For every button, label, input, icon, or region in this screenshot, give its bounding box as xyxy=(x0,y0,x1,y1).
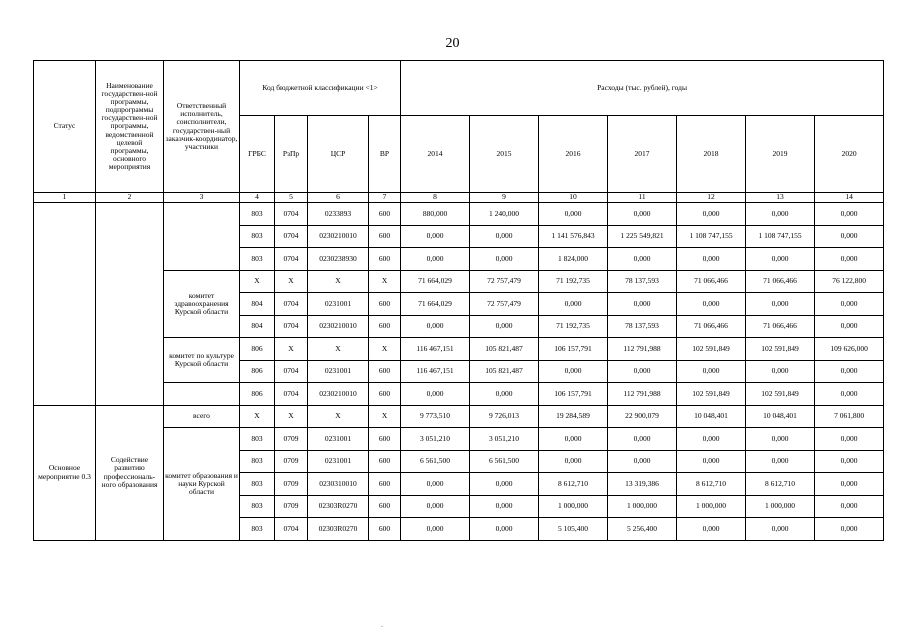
value-cell: 71 066,466 xyxy=(746,270,815,293)
value-cell: 8 612,710 xyxy=(539,473,608,496)
csr-cell: 0230210010 xyxy=(308,225,369,248)
csr-cell: 0231001 xyxy=(308,360,369,383)
value-cell: 0,000 xyxy=(401,518,470,541)
column-number: 3 xyxy=(164,193,240,203)
vr-cell: Х xyxy=(369,270,401,293)
header-year: 2015 xyxy=(470,116,539,193)
value-cell: 105 821,487 xyxy=(470,338,539,361)
csr-cell: 02303R0270 xyxy=(308,518,369,541)
value-cell: 0,000 xyxy=(746,203,815,226)
value-cell: 1 108 747,155 xyxy=(677,225,746,248)
value-cell: 0,000 xyxy=(608,248,677,271)
grbs-cell: 806 xyxy=(240,338,275,361)
budget-table xyxy=(33,60,884,541)
status-cell xyxy=(34,203,96,406)
value-cell: 71 066,466 xyxy=(746,315,815,338)
header-name: Наименование государствен-ной программы, подпрограммы государствен-ной программы, ведомственной целевой программы, основного мероприятия xyxy=(96,61,164,193)
value-cell: 1 000,000 xyxy=(539,495,608,518)
value-cell: 1 108 747,155 xyxy=(746,225,815,248)
value-cell: 0,000 xyxy=(608,360,677,383)
value-cell: 102 591,849 xyxy=(746,338,815,361)
grbs-cell: 803 xyxy=(240,225,275,248)
value-cell: 71 066,466 xyxy=(677,315,746,338)
value-cell: 0,000 xyxy=(815,428,884,451)
value-cell: 0,000 xyxy=(815,495,884,518)
value-cell: 0,000 xyxy=(401,225,470,248)
vr-cell: 600 xyxy=(369,248,401,271)
value-cell: 1 240,000 xyxy=(470,203,539,226)
header-year: 2017 xyxy=(608,116,677,193)
header-csr: ЦСР xyxy=(308,116,369,193)
value-cell: 0,000 xyxy=(401,248,470,271)
grbs-cell: 803 xyxy=(240,495,275,518)
value-cell: 0,000 xyxy=(677,450,746,473)
value-cell: 1 000,000 xyxy=(746,495,815,518)
vr-cell: 600 xyxy=(369,225,401,248)
value-cell: 0,000 xyxy=(470,225,539,248)
vr-cell: 600 xyxy=(369,428,401,451)
rzpr-cell: 0704 xyxy=(275,225,308,248)
value-cell: 0,000 xyxy=(815,518,884,541)
value-cell: 105 821,487 xyxy=(470,360,539,383)
name-cell xyxy=(96,203,164,406)
column-number: 14 xyxy=(815,193,884,203)
value-cell: 0,000 xyxy=(677,428,746,451)
value-cell: 0,000 xyxy=(815,315,884,338)
header-year: 2020 xyxy=(815,116,884,193)
value-cell: 0,000 xyxy=(608,203,677,226)
value-cell: 72 757,479 xyxy=(470,293,539,316)
value-cell: 0,000 xyxy=(746,428,815,451)
page-number: 20 xyxy=(445,36,460,51)
value-cell: 1 824,000 xyxy=(539,248,608,271)
value-cell: 0,000 xyxy=(815,383,884,406)
value-cell: 8 612,710 xyxy=(746,473,815,496)
column-number: 4 xyxy=(240,193,275,203)
csr-cell: 0231001 xyxy=(308,428,369,451)
rzpr-cell: 0704 xyxy=(275,360,308,383)
value-cell: 106 157,791 xyxy=(539,338,608,361)
value-cell: 3 051,210 xyxy=(470,428,539,451)
value-cell: 8 612,710 xyxy=(677,473,746,496)
value-cell: 116 467,151 xyxy=(401,360,470,383)
header-year: 2014 xyxy=(401,116,470,193)
header-status: Статус xyxy=(34,61,96,193)
grbs-cell: 804 xyxy=(240,315,275,338)
grbs-cell: 803 xyxy=(240,203,275,226)
participant-education: комитет образования и науки Курской области xyxy=(164,428,240,541)
value-cell: 106 157,791 xyxy=(539,383,608,406)
vr-cell: Х xyxy=(369,405,401,428)
value-cell: 0,000 xyxy=(470,518,539,541)
rzpr-cell: Х xyxy=(275,338,308,361)
value-cell: 0,000 xyxy=(815,225,884,248)
table-row xyxy=(34,203,884,226)
column-number: 11 xyxy=(608,193,677,203)
header-responsible: Ответственный исполнитель, соисполнители, государствен-ный заказчик-координатор, участники xyxy=(164,61,240,193)
value-cell: 0,000 xyxy=(677,518,746,541)
csr-cell: 0233893 xyxy=(308,203,369,226)
value-cell: 0,000 xyxy=(815,473,884,496)
rzpr-cell: 0704 xyxy=(275,315,308,338)
participant-health: комитет здравоохранения Курской области xyxy=(164,270,240,338)
value-cell: 19 284,589 xyxy=(539,405,608,428)
value-cell: 0,000 xyxy=(677,248,746,271)
column-number: 13 xyxy=(746,193,815,203)
csr-cell: 0230210010 xyxy=(308,315,369,338)
grbs-cell: 803 xyxy=(240,450,275,473)
value-cell: 0,000 xyxy=(401,383,470,406)
grbs-cell: 804 xyxy=(240,293,275,316)
csr-cell: 0230238930 xyxy=(308,248,369,271)
value-cell: 0,000 xyxy=(470,473,539,496)
header-code: Код бюджетной классификации <1> xyxy=(240,61,401,116)
vr-cell: 600 xyxy=(369,203,401,226)
csr-cell: 0231001 xyxy=(308,293,369,316)
csr-cell: Х xyxy=(308,405,369,428)
value-cell: 78 137,593 xyxy=(608,270,677,293)
rzpr-cell: 0704 xyxy=(275,293,308,316)
vr-cell: 600 xyxy=(369,383,401,406)
value-cell: 6 561,500 xyxy=(401,450,470,473)
value-cell: 10 048,401 xyxy=(677,405,746,428)
value-cell: 116 467,151 xyxy=(401,338,470,361)
value-cell: 0,000 xyxy=(746,518,815,541)
value-cell: 0,000 xyxy=(401,495,470,518)
value-cell: 0,000 xyxy=(815,203,884,226)
vr-cell: 600 xyxy=(369,450,401,473)
value-cell: 1 000,000 xyxy=(608,495,677,518)
value-cell: 9 726,013 xyxy=(470,405,539,428)
grbs-cell: 803 xyxy=(240,248,275,271)
grbs-cell: Х xyxy=(240,405,275,428)
value-cell: 0,000 xyxy=(539,203,608,226)
value-cell: 0,000 xyxy=(470,315,539,338)
vr-cell: 600 xyxy=(369,473,401,496)
value-cell: 112 791,988 xyxy=(608,338,677,361)
value-cell: 0,000 xyxy=(401,473,470,496)
value-cell: 0,000 xyxy=(746,293,815,316)
value-cell: 9 773,510 xyxy=(401,405,470,428)
column-number: 5 xyxy=(275,193,308,203)
value-cell: 71 192,735 xyxy=(539,315,608,338)
value-cell: 102 591,849 xyxy=(677,338,746,361)
value-cell: 0,000 xyxy=(815,293,884,316)
value-cell: 0,000 xyxy=(401,315,470,338)
column-number: 10 xyxy=(539,193,608,203)
value-cell: 71 192,735 xyxy=(539,270,608,293)
value-cell: 1 000,000 xyxy=(677,495,746,518)
value-cell: 1 225 549,821 xyxy=(608,225,677,248)
value-cell: 0,000 xyxy=(608,293,677,316)
value-cell: 1 141 576,843 xyxy=(539,225,608,248)
value-cell: 0,000 xyxy=(677,203,746,226)
value-cell: 0,000 xyxy=(539,293,608,316)
vr-cell: 600 xyxy=(369,518,401,541)
grbs-cell: Х xyxy=(240,270,275,293)
vr-cell: 600 xyxy=(369,315,401,338)
csr-cell: 0230310010 xyxy=(308,473,369,496)
value-cell: 102 591,849 xyxy=(746,383,815,406)
value-cell: 71 664,029 xyxy=(401,293,470,316)
rzpr-cell: 0704 xyxy=(275,203,308,226)
rzpr-cell: 0704 xyxy=(275,518,308,541)
status-main: Основное мероприятие 0.3 xyxy=(34,405,96,540)
column-number: 6 xyxy=(308,193,369,203)
header-year: 2016 xyxy=(539,116,608,193)
value-cell: 71 664,029 xyxy=(401,270,470,293)
rzpr-cell: 0709 xyxy=(275,473,308,496)
rzpr-cell: Х xyxy=(275,270,308,293)
column-number: 7 xyxy=(369,193,401,203)
vr-cell: Х xyxy=(369,338,401,361)
column-number-row xyxy=(34,193,884,203)
header-expenses: Расходы (тыс. рублей), годы xyxy=(401,61,884,116)
value-cell: 0,000 xyxy=(539,428,608,451)
value-cell: 0,000 xyxy=(539,450,608,473)
value-cell: 22 900,079 xyxy=(608,405,677,428)
rzpr-cell: 0709 xyxy=(275,450,308,473)
column-number: 2 xyxy=(96,193,164,203)
header-year: 2019 xyxy=(746,116,815,193)
value-cell: 0,000 xyxy=(815,360,884,383)
grbs-cell: 806 xyxy=(240,360,275,383)
value-cell: 6 561,500 xyxy=(470,450,539,473)
value-cell: 71 066,466 xyxy=(677,270,746,293)
participant-culture: комитет по культуре Курской области xyxy=(164,338,240,383)
rzpr-cell: Х xyxy=(275,405,308,428)
rzpr-cell: 0709 xyxy=(275,495,308,518)
value-cell: 76 122,800 xyxy=(815,270,884,293)
grbs-cell: 803 xyxy=(240,428,275,451)
rzpr-cell: 0709 xyxy=(275,428,308,451)
header-grbs: ГРБС xyxy=(240,116,275,193)
csr-cell: 0231001 xyxy=(308,450,369,473)
vr-cell: 600 xyxy=(369,495,401,518)
value-cell: 0,000 xyxy=(470,383,539,406)
value-cell: 0,000 xyxy=(677,360,746,383)
measure-name: Содействие развитию профессиональ-ного образования xyxy=(96,405,164,540)
value-cell: 102 591,849 xyxy=(677,383,746,406)
value-cell: 0,000 xyxy=(608,450,677,473)
responsible-cell xyxy=(164,203,240,271)
value-cell: 0,000 xyxy=(746,450,815,473)
value-cell: 112 791,988 xyxy=(608,383,677,406)
value-cell: 7 061,800 xyxy=(815,405,884,428)
value-cell: 0,000 xyxy=(470,495,539,518)
value-cell: 0,000 xyxy=(470,248,539,271)
header-rzpr: РзПр xyxy=(275,116,308,193)
value-cell: 0,000 xyxy=(608,428,677,451)
table-row xyxy=(34,405,884,428)
column-number: 1 xyxy=(34,193,96,203)
value-cell: 0,000 xyxy=(746,248,815,271)
header-year: 2018 xyxy=(677,116,746,193)
value-cell: 880,000 xyxy=(401,203,470,226)
scan-mark: . xyxy=(381,620,383,629)
participant-total: всего xyxy=(164,405,240,428)
column-number: 8 xyxy=(401,193,470,203)
value-cell: 13 319,386 xyxy=(608,473,677,496)
value-cell: 0,000 xyxy=(815,248,884,271)
value-cell: 0,000 xyxy=(677,293,746,316)
value-cell: 0,000 xyxy=(815,450,884,473)
rzpr-cell: 0704 xyxy=(275,383,308,406)
grbs-cell: 803 xyxy=(240,518,275,541)
csr-cell: 02303R0270 xyxy=(308,495,369,518)
vr-cell: 600 xyxy=(369,360,401,383)
csr-cell: Х xyxy=(308,270,369,293)
header-vr: ВР xyxy=(369,116,401,193)
value-cell: 3 051,210 xyxy=(401,428,470,451)
csr-cell: 0230210010 xyxy=(308,383,369,406)
responsible-cell xyxy=(164,383,240,406)
column-number: 12 xyxy=(677,193,746,203)
value-cell: 0,000 xyxy=(539,360,608,383)
column-number: 9 xyxy=(470,193,539,203)
grbs-cell: 803 xyxy=(240,473,275,496)
value-cell: 0,000 xyxy=(746,360,815,383)
vr-cell: 600 xyxy=(369,293,401,316)
value-cell: 78 137,593 xyxy=(608,315,677,338)
value-cell: 5 256,400 xyxy=(608,518,677,541)
value-cell: 109 626,000 xyxy=(815,338,884,361)
grbs-cell: 806 xyxy=(240,383,275,406)
csr-cell: Х xyxy=(308,338,369,361)
value-cell: 72 757,479 xyxy=(470,270,539,293)
value-cell: 5 105,400 xyxy=(539,518,608,541)
value-cell: 10 048,401 xyxy=(746,405,815,428)
rzpr-cell: 0704 xyxy=(275,248,308,271)
